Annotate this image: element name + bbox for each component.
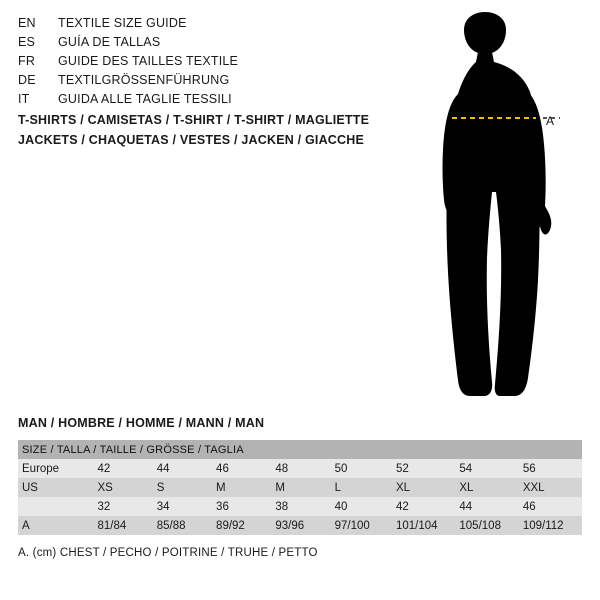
cell: 44 — [455, 497, 518, 516]
cell: 105/108 — [455, 516, 518, 535]
table-header-row — [18, 440, 582, 459]
cell: M — [271, 478, 330, 497]
language-title: GUÍA DE TALLAS — [58, 35, 161, 49]
language-code: IT — [18, 92, 30, 106]
cell: XS — [93, 478, 152, 497]
cell: S — [153, 478, 212, 497]
cell: 46 — [519, 497, 582, 516]
table-title: MAN / HOMBRE / HOMME / MANN / MAN — [18, 416, 265, 430]
male-figure-illustration — [400, 10, 600, 410]
table-row — [18, 459, 582, 478]
language-row — [18, 52, 378, 71]
size-table — [18, 440, 582, 535]
table-header-label: SIZE / TALLA / TAILLE / GRÖSSE / TAGLIA — [18, 440, 582, 459]
language-code: DE — [18, 73, 36, 87]
figure-silhouette-icon — [400, 10, 600, 410]
cell: M — [212, 478, 271, 497]
row-label: US — [18, 478, 93, 497]
language-list — [18, 14, 378, 109]
cell: L — [331, 478, 392, 497]
cell: XXL — [519, 478, 582, 497]
language-title: TEXTILE SIZE GUIDE — [58, 16, 187, 30]
cell: 46 — [212, 459, 271, 478]
table-row — [18, 516, 582, 535]
cell: 81/84 — [93, 516, 152, 535]
language-row — [18, 14, 378, 33]
cell: 97/100 — [331, 516, 392, 535]
language-row — [18, 33, 378, 52]
cell: 52 — [392, 459, 455, 478]
cell: XL — [392, 478, 455, 497]
chest-marker-label: A — [546, 114, 555, 128]
language-row — [18, 90, 378, 109]
language-title: GUIDE DES TAILLES TEXTILE — [58, 54, 239, 68]
category-tshirts: T-SHIRTS / CAMISETAS / T-SHIRT / T-SHIRT / MAGLIETTE — [18, 113, 370, 127]
cell: 42 — [392, 497, 455, 516]
cell: 34 — [153, 497, 212, 516]
language-row — [18, 71, 378, 90]
table-row — [18, 497, 582, 516]
cell: 109/112 — [519, 516, 582, 535]
row-label: Europe — [18, 459, 93, 478]
category-jackets: JACKETS / CHAQUETAS / VESTES / JACKEN / GIACCHE — [18, 133, 365, 147]
cell: 54 — [455, 459, 518, 478]
cell: 38 — [271, 497, 330, 516]
cell: 93/96 — [271, 516, 330, 535]
cell: 50 — [331, 459, 392, 478]
cell: 42 — [93, 459, 152, 478]
language-title: TEXTILGRÖSSENFÜHRUNG — [58, 73, 230, 87]
language-title: GUIDA ALLE TAGLIE TESSILI — [58, 92, 232, 106]
garment-categories — [18, 110, 418, 150]
cell: 32 — [93, 497, 152, 516]
row-label — [18, 497, 93, 516]
cell: XL — [455, 478, 518, 497]
cell: 85/88 — [153, 516, 212, 535]
cell: 36 — [212, 497, 271, 516]
language-code: ES — [18, 35, 36, 49]
row-label: A — [18, 516, 93, 535]
language-code: EN — [18, 16, 36, 30]
cell: 101/104 — [392, 516, 455, 535]
cell: 44 — [153, 459, 212, 478]
cell: 48 — [271, 459, 330, 478]
cell: 56 — [519, 459, 582, 478]
language-code: FR — [18, 54, 36, 68]
cell: 89/92 — [212, 516, 271, 535]
cell: 40 — [331, 497, 392, 516]
table-row — [18, 478, 582, 497]
footnote: A. (cm) CHEST / PECHO / POITRINE / TRUHE / PETTO — [18, 547, 318, 559]
